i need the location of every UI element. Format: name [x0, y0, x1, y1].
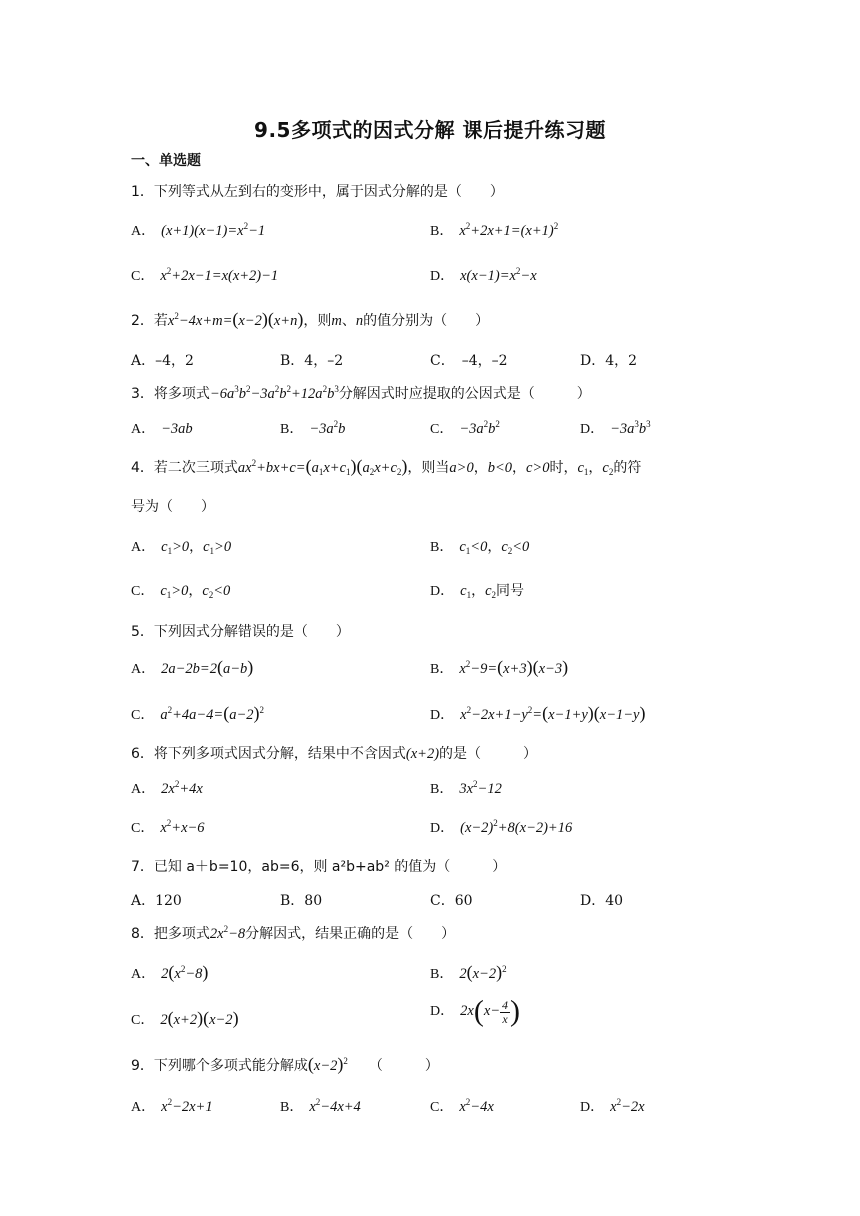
question-6-option-a: A． $2x^2+4x$	[131, 779, 203, 797]
section-heading: 一、单选题	[131, 153, 201, 169]
question-8-option-b: B． $2(x-2)^2$	[430, 962, 507, 982]
question-5-option-d: D． $x^2-2x+1-y^2=(x-1+y)(x-1-y)$	[430, 703, 646, 723]
question-5-option-c: C． $a^2+4a-4=(a-2)^2$	[131, 703, 264, 723]
question-1-stem: 1．下列等式从左到右的变形中，属于因式分解的是（ ）	[131, 184, 504, 200]
question-5-stem: 5．下列因式分解错误的是（ ）	[131, 624, 350, 640]
question-6-option-b: B． $3x^2-12$	[430, 779, 502, 797]
question-2-stem: 2．若$x^2-4x+m=(x-2)(x+n)$，则m、n的值分别为（ ）	[131, 309, 490, 329]
question-9-option-a: A． $x^2-2x+1$	[131, 1097, 213, 1115]
question-3-stem: 3．将多项式$-6a^3b^2-3a^2b^2+12a^2b^3$分解因式时应提取的公因式是（ ）	[131, 384, 591, 402]
question-9-stem: 9．下列哪个多项式能分解成$(x-2)^2$ （ ）	[131, 1054, 439, 1074]
question-2-option-d: D．4，2	[580, 353, 638, 369]
page-title: 9.5多项式的因式分解 课后提升练习题	[254, 118, 606, 142]
question-7-option-a: A．120	[131, 893, 182, 909]
question-6-option-c: C． $x^2+x-6$	[131, 818, 205, 836]
question-7-option-d: D．40	[580, 893, 624, 909]
question-9-option-b: B． $x^2-4x+4$	[280, 1097, 361, 1115]
question-8-option-c: C． 2(x+2)(x−2)	[131, 1008, 239, 1028]
question-9-option-d: D． $x^2-2x$	[580, 1097, 645, 1115]
question-7-option-c: C．60	[430, 893, 473, 909]
question-5-option-a: A． 2a−2b=2(a−b)	[131, 657, 254, 677]
question-8-option-a: A． $2(x^2-8)$	[131, 962, 209, 982]
question-3-option-d: D． $-3a^3b^3$	[580, 419, 651, 437]
question-4-option-b: B． $c_1<0$，$c_2<0$	[430, 539, 530, 556]
question-1-option-a: A． $(x+1)(x-1)=x^2-1$	[131, 221, 266, 239]
question-4-option-a: A． $c_1>0$，$c_1>0$	[131, 539, 232, 556]
question-2-option-c: C． –4，–2	[430, 353, 508, 369]
question-7-option-b: B．80	[280, 893, 323, 909]
question-6-option-d: D． $(x-2)^2+8(x-2)+16$	[430, 818, 573, 836]
question-8-stem: 8．把多项式$2x^2-8$分解因式，结果正确的是（ ）	[131, 924, 456, 942]
question-9-option-c: C． $x^2-4x$	[430, 1097, 494, 1115]
question-7-stem: 7．已知 a＋b=10，ab=6，则 a²b+ab² 的值为（ ）	[131, 859, 507, 875]
question-4-option-c: C． $c_1>0$，$c_2<0$	[131, 583, 231, 600]
question-4-stem: 4．若二次三项式$ax^2+bx+c=(a_1x+c_1)(a_2x+c_2)$，则当a>0，b<0，c>0时，$c_1$，$c_2$的符	[131, 456, 642, 477]
question-3-option-b: B． $-3a^2b$	[280, 419, 346, 437]
question-6-stem: 6．将下列多项式因式分解，结果中不含因式(x+2)的是（ ）	[131, 746, 538, 762]
question-4-option-d: D． $c_1$，$c_2$同号	[430, 583, 524, 600]
question-2-option-a: A．–4，2	[131, 353, 194, 369]
question-8-option-d: D． 2x(x− $\frac{4}{x}$ )	[430, 995, 521, 1028]
question-1-option-d: D． $x(x-1)=x^2-x$	[430, 266, 537, 284]
question-4-stem-line2: 号为（ ）	[131, 499, 215, 515]
question-1-option-c: C． $x^2+2x-1=x(x+2)-1$	[131, 266, 279, 284]
question-3-option-c: C． $-3a^2b^2$	[430, 419, 500, 437]
question-2-option-b: B．4，–2	[280, 353, 344, 369]
question-1-option-b: B． $x^2+2x+1=(x+1)^2$	[430, 221, 559, 239]
question-5-option-b: B． $x^2-9=(x+3)(x-3)$	[430, 657, 569, 677]
question-3-option-a: A． −3ab	[131, 421, 193, 437]
